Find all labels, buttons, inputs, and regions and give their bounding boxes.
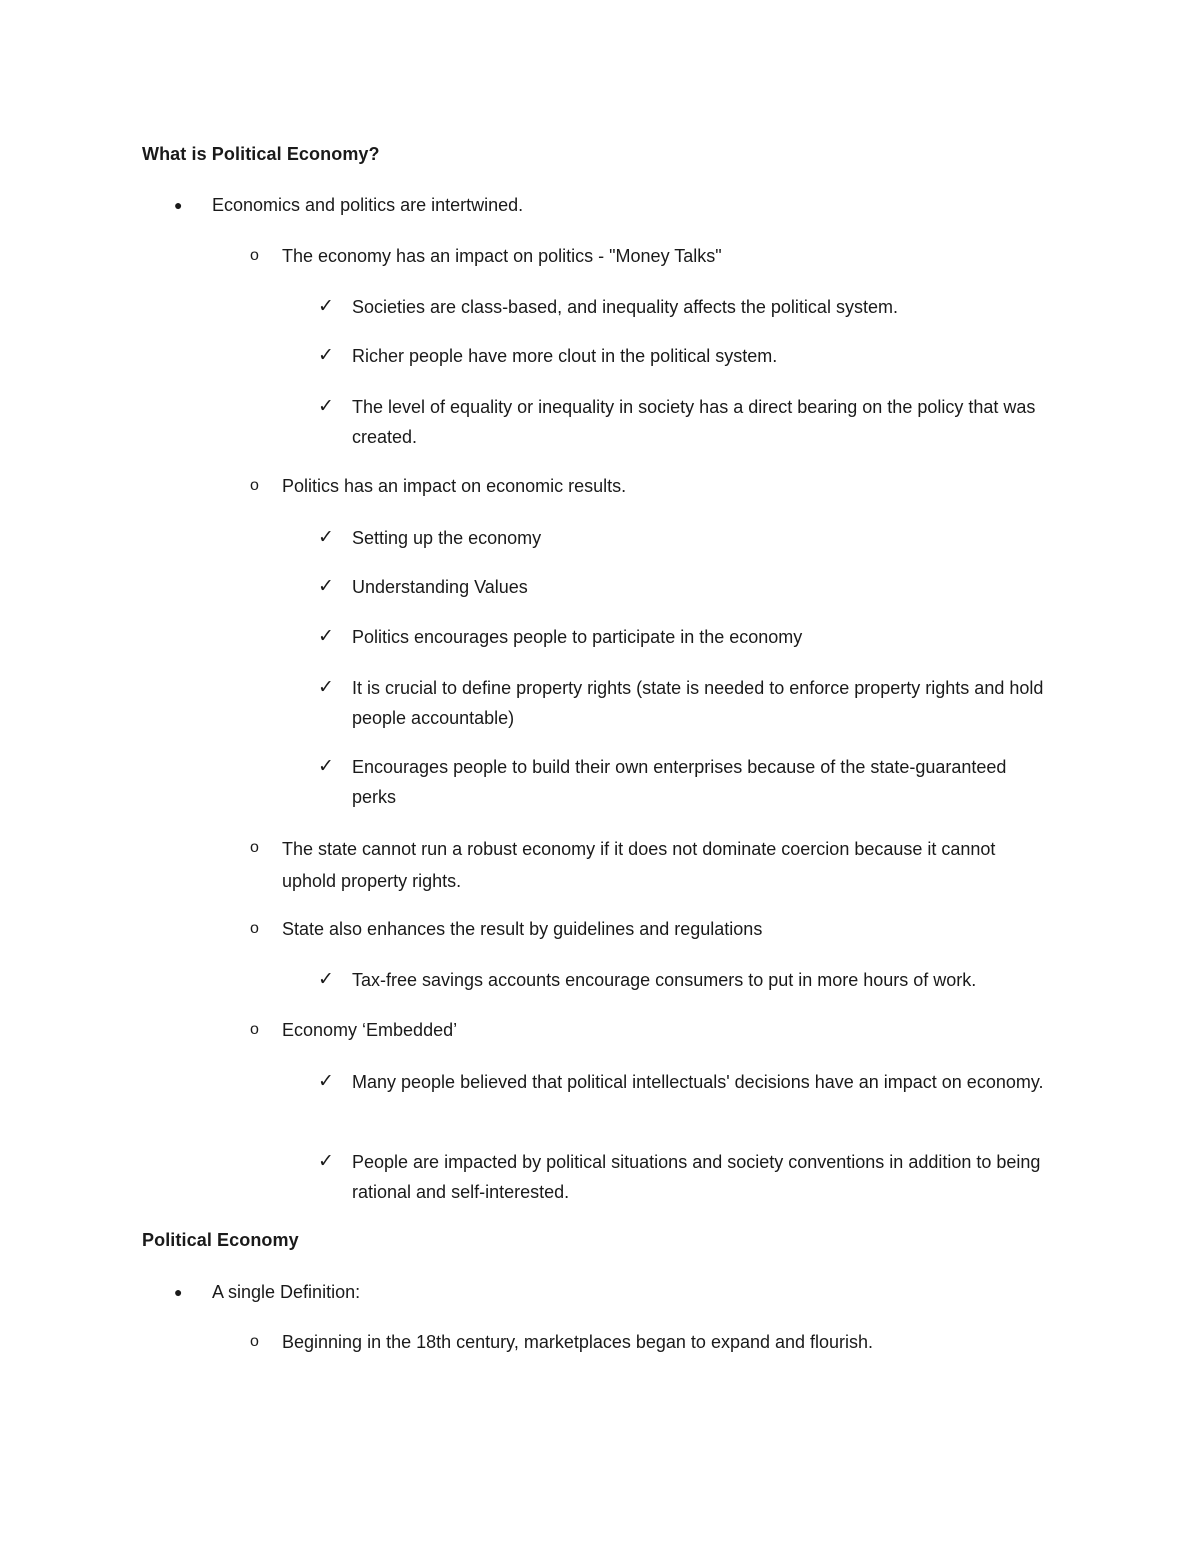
- sub-marker: o: [250, 839, 259, 856]
- sub-marker: o: [250, 477, 259, 494]
- check-icon: ✓: [318, 1151, 334, 1172]
- sub-text: Economy ‘Embedded’: [282, 1020, 458, 1040]
- sub-item: [250, 1327, 1042, 1357]
- sub-marker: o: [250, 247, 259, 264]
- sub-item: [250, 241, 1042, 271]
- section-heading: What is Political Economy?: [142, 144, 380, 164]
- bullet-text: Economics and politics are intertwined.: [212, 195, 524, 215]
- sub-marker: o: [250, 1333, 259, 1350]
- check-item: [318, 341, 1052, 371]
- bullet-item: [174, 1277, 1032, 1307]
- bullet-item: [174, 190, 1032, 220]
- check-item: [318, 965, 1052, 995]
- sub-item: [250, 1015, 1042, 1045]
- check-text: Many people believed that political intellectuals' decisions have an impact on economy.: [352, 1072, 1044, 1092]
- check-item: [318, 673, 1052, 733]
- sub-marker: o: [250, 1021, 259, 1038]
- check-text: The level of equality or inequality in society has a direct bearing on the policy that was created.: [352, 397, 1036, 447]
- sub-text: State also enhances the result by guidelines and regulations: [282, 919, 763, 939]
- check-icon: ✓: [318, 677, 334, 698]
- check-text: Understanding Values: [352, 577, 528, 597]
- check-icon: ✓: [318, 756, 334, 777]
- sub-text: The economy has an impact on politics - "Money Talks": [282, 246, 722, 266]
- check-text: It is crucial to define property rights (state is needed to enforce property rights and hold people accountable): [352, 678, 1044, 728]
- check-item: [318, 1147, 1052, 1207]
- sub-text: The state cannot run a robust economy if it does not dominate coercion because it cannot uphold property rights.: [282, 839, 996, 891]
- bullet-marker: ●: [174, 1284, 183, 1300]
- check-text: Tax-free savings accounts encourage consumers to put in more hours of work.: [352, 970, 977, 990]
- check-item: [318, 572, 1052, 602]
- check-icon: ✓: [318, 626, 334, 647]
- check-text: People are impacted by political situations and society conventions in addition to being rational and self-interested.: [352, 1152, 1041, 1202]
- check-text: Richer people have more clout in the political system.: [352, 346, 778, 366]
- check-item: [318, 752, 1052, 812]
- check-text: Encourages people to build their own enterprises because of the state-guaranteed perks: [352, 757, 1007, 807]
- check-icon: ✓: [318, 576, 334, 597]
- check-icon: ✓: [318, 527, 334, 548]
- bullet-marker: ●: [174, 197, 183, 213]
- sub-text: Politics has an impact on economic results.: [282, 476, 627, 496]
- sub-marker: o: [250, 920, 259, 937]
- check-item: [318, 392, 1052, 452]
- sub-text: Beginning in the 18th century, marketplaces began to expand and flourish.: [282, 1332, 874, 1352]
- check-icon: ✓: [318, 345, 334, 366]
- check-item: [318, 622, 1052, 652]
- check-item: [318, 1067, 1052, 1097]
- check-text: Setting up the economy: [352, 528, 542, 548]
- check-icon: ✓: [318, 396, 334, 417]
- sub-item: [250, 833, 1042, 897]
- bullet-text: A single Definition:: [212, 1282, 361, 1302]
- check-item: [318, 292, 1052, 322]
- check-item: [318, 523, 1052, 553]
- check-icon: ✓: [318, 969, 334, 990]
- sub-item: [250, 471, 1042, 501]
- check-icon: ✓: [318, 1071, 334, 1092]
- check-text: Politics encourages people to participate in the economy: [352, 627, 803, 647]
- check-icon: ✓: [318, 296, 334, 317]
- sub-item: [250, 914, 1042, 944]
- section-heading: Political Economy: [142, 1230, 299, 1250]
- check-text: Societies are class-based, and inequality affects the political system.: [352, 297, 898, 317]
